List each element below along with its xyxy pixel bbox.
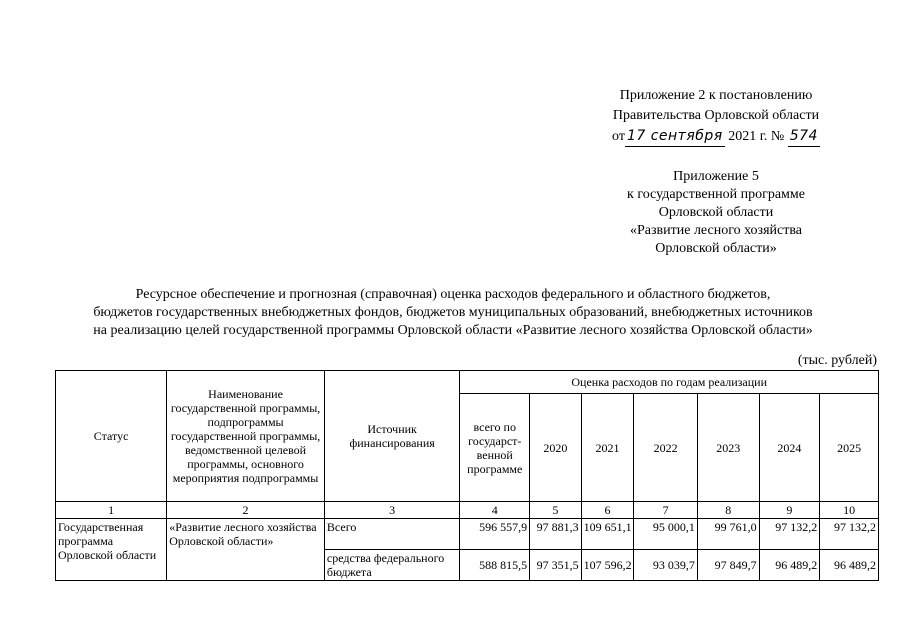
col-number: 6: [581, 502, 634, 519]
title-line1: Ресурсное обеспечение и прогнозная (справочная) оценка расходов федерального и областного бюджетов,: [135, 287, 771, 302]
value-cell: 97 132,2: [820, 519, 879, 550]
value-cell: 107 596,2: [581, 550, 634, 581]
value-cell: 596 557,9: [460, 519, 530, 550]
col-number: 10: [820, 502, 879, 519]
appendix-5-line1: Приложение 5: [673, 169, 759, 184]
appendix-5-line2: к государственной программе: [627, 187, 805, 202]
program-name-cell: «Развитие лесного хозяйства Орловской области»: [167, 519, 325, 581]
header-year: 2020: [530, 394, 582, 502]
status-cell: Государственная программа Орловской области: [56, 519, 167, 581]
header-year: 2021: [581, 394, 634, 502]
appendix-2-date-line: [600, 126, 832, 147]
handwritten-number: 574: [788, 126, 820, 147]
value-cell: 109 651,1: [581, 519, 634, 550]
value-cell: 93 039,7: [634, 550, 698, 581]
col-number: 9: [759, 502, 820, 519]
appendix-2-line2: Правительства Орловской области: [612, 108, 820, 123]
value-cell: 96 489,2: [759, 550, 820, 581]
value-cell: 97 849,7: [697, 550, 759, 581]
col-number: 3: [324, 502, 459, 519]
title-line2: бюджетов государственных внебюджетных фондов, бюджетов муниципальных образований, внебюджетных источников: [93, 305, 813, 320]
column-number-row: [56, 502, 879, 519]
header-year: 2022: [634, 394, 698, 502]
value-cell: 97 351,5: [530, 550, 582, 581]
col-number: 5: [530, 502, 582, 519]
header-status: Статус: [56, 371, 167, 502]
header-row-1: [56, 371, 879, 394]
col-number: 1: [56, 502, 167, 519]
appendix-2-header: [600, 86, 832, 147]
source-cell: Всего: [324, 519, 459, 550]
appendix-5-line3: Орловской области: [658, 205, 774, 220]
from-label: от: [612, 129, 625, 144]
value-cell: 95 000,1: [634, 519, 698, 550]
source-cell: средства федерального бюджета: [324, 550, 459, 581]
value-cell: 97 881,3: [530, 519, 582, 550]
year-label: 2021 г. №: [728, 129, 785, 144]
value-cell: 588 815,5: [460, 550, 530, 581]
col-number: 7: [634, 502, 698, 519]
header-total: всего по государст-венной программе: [460, 394, 530, 502]
budget-table: [55, 370, 879, 581]
units-label: (тыс. рублей): [797, 353, 877, 368]
header-year: 2024: [759, 394, 820, 502]
appendix-5-line4: «Развитие лесного хозяйства: [629, 223, 802, 238]
value-cell: 99 761,0: [697, 519, 759, 550]
header-year: 2025: [820, 394, 879, 502]
header-estimate: Оценка расходов по годам реализации: [460, 371, 879, 394]
title-line3: на реализацию целей государственной программы Орловской области «Развитие лесного хозяйства Орловской области»: [93, 323, 813, 338]
value-cell: 97 132,2: [759, 519, 820, 550]
handwritten-date: 17 сентября: [625, 126, 725, 147]
appendix-5-line5: Орловской области»: [655, 241, 777, 256]
col-number: 2: [167, 502, 325, 519]
document-title: [30, 286, 876, 340]
appendix-2-line1: Приложение 2 к постановлению: [619, 88, 813, 103]
header-source: Источник финансирования: [324, 371, 459, 502]
header-year: 2023: [697, 394, 759, 502]
value-cell: 96 489,2: [820, 550, 879, 581]
table-row: [56, 519, 879, 550]
appendix-5-header: [600, 168, 832, 258]
col-number: 4: [460, 502, 530, 519]
header-name: Наименование государственной программы, подпрограммы государственной программы, ведомственной целевой программы, основного мероприятия подпрограммы: [167, 371, 325, 502]
col-number: 8: [697, 502, 759, 519]
